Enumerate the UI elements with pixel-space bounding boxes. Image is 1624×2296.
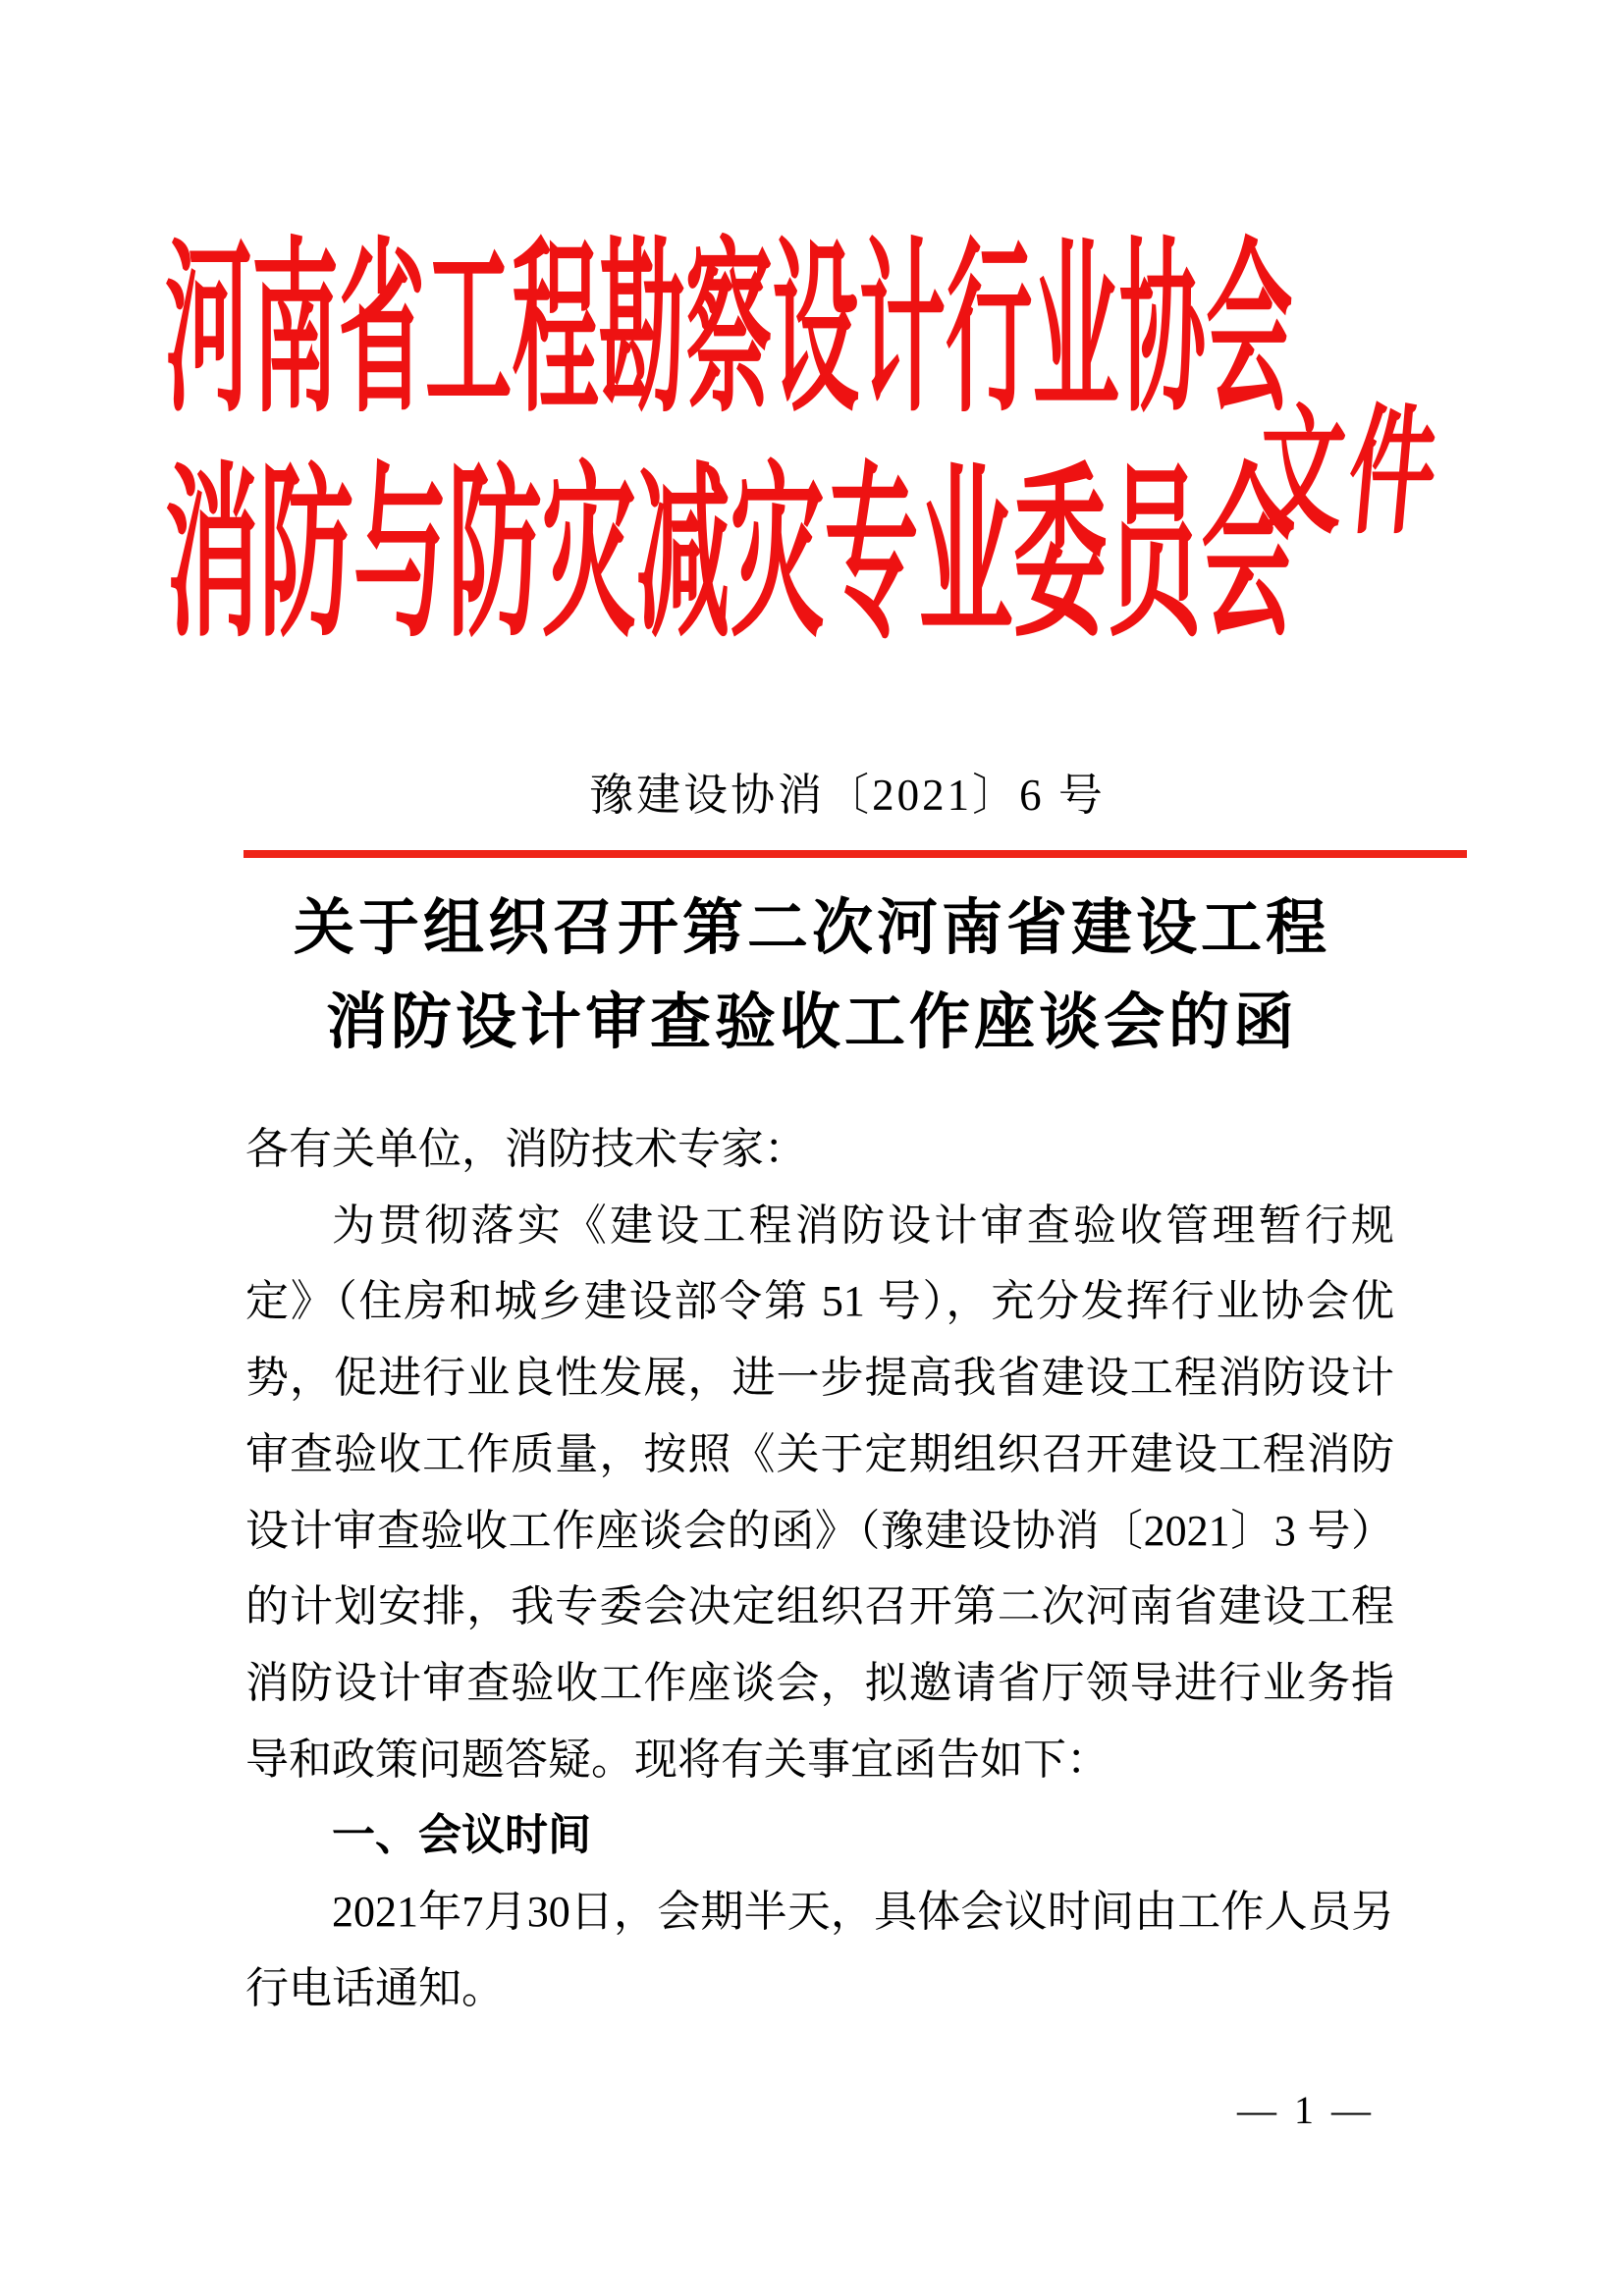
salutation-line: 各有关单位，消防技术专家： bbox=[245, 1125, 807, 1173]
body-line: 2021年7月30日，会期半天，具体会议时间由工作人员另 bbox=[332, 1888, 1394, 1937]
document-title bbox=[0, 881, 1624, 1070]
section-heading-meeting-time: 一、会议时间 bbox=[332, 1811, 591, 1860]
page-number: — 1 — bbox=[1237, 2088, 1375, 2132]
red-divider-rule bbox=[244, 850, 1467, 858]
title-line-1: 关于组织召开第二次河南省建设工程 bbox=[293, 895, 1330, 962]
body-line: 设计审查验收工作座谈会的函》（豫建设协消〔2021〕3 号） bbox=[245, 1506, 1394, 1555]
body-line: 定》（住房和城乡建设部令第 51 号），充分发挥行业协会优 bbox=[245, 1277, 1394, 1326]
body-line: 行电话通知。 bbox=[245, 1963, 505, 2012]
body-line: 审查验收工作质量，按照《关于定期组织召开建设工程消防 bbox=[245, 1429, 1394, 1478]
body-line: 的计划安排，我专委会决定组织召开第二次河南省建设工程 bbox=[245, 1582, 1394, 1631]
header-org-line-2: 消防与防灾减灾专业委员会 bbox=[165, 454, 1296, 660]
body-line: 消防设计审查验收工作座谈会，拟邀请省厅领导进行业务指 bbox=[245, 1658, 1394, 1707]
body-line: 导和政策问题答疑。现将有关事宜函告如下： bbox=[245, 1735, 1110, 1784]
document-body bbox=[245, 1111, 1394, 2026]
body-line: 势，促进行业良性发展，进一步提高我省建设工程消防设计 bbox=[245, 1354, 1394, 1403]
header-doc-type-label: 文件 bbox=[1251, 396, 1447, 551]
doc-number: 豫建设协消〔2021〕6 号 bbox=[589, 771, 1106, 820]
header-org-line-1: 河南省工程勘察设计行业协会 bbox=[165, 229, 1293, 435]
body-line: 为贯彻落实《建设工程消防设计审查验收管理暂行规 bbox=[332, 1201, 1394, 1250]
title-line-2: 消防设计审查验收工作座谈会的函 bbox=[325, 989, 1298, 1056]
